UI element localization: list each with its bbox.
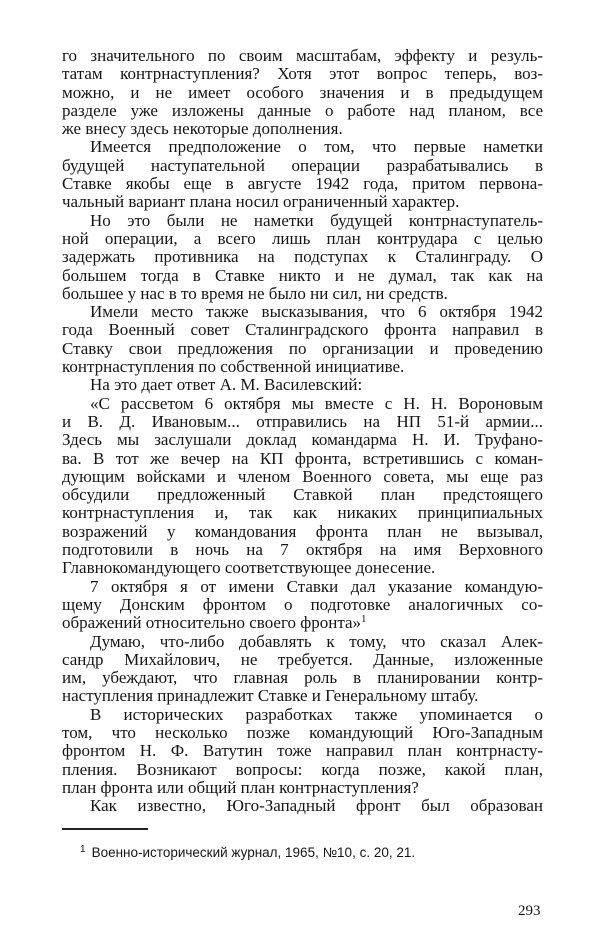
line-text: Главнокомандующего соответствующее донесение. <box>62 558 436 578</box>
text-line <box>62 303 543 321</box>
text-line <box>62 340 543 358</box>
text-line <box>62 65 543 83</box>
line-text: же внесу здесь некоторые дополнения. <box>62 119 343 139</box>
line-text: Как известно, Юго-Западный фронт был образован <box>90 796 543 816</box>
text-line <box>62 321 543 339</box>
text-line <box>62 687 543 705</box>
line-text: им, убеждают, что главная роль в планировании контр- <box>62 668 543 688</box>
line-text: «С рассветом 6 октября мы вместе с Н. Н. Вороновым <box>90 393 543 413</box>
text-line <box>62 559 543 577</box>
line-text: ображений относительно своего фронта» <box>62 613 362 633</box>
line-text: пления. Возникают вопросы: когда позже, какой план, <box>62 759 543 779</box>
text-line <box>62 468 543 486</box>
text-line <box>62 797 543 815</box>
line-text: татам контрнаступления? Хотя этот вопрос теперь, воз- <box>62 64 543 84</box>
text-line <box>62 248 543 266</box>
footnote <box>80 845 415 860</box>
line-text: го значительного по своим масштабам, эффекту и резуль- <box>62 46 543 65</box>
line-text: Здесь мы заслушали доклад командарма Н. И. Труфано- <box>62 430 543 450</box>
text-line <box>62 120 543 138</box>
line-text: Но это были не наметки будущей контрнаступатель- <box>90 210 543 230</box>
text-line <box>62 541 543 559</box>
footnote-divider <box>62 828 148 830</box>
text-line <box>62 285 543 303</box>
text-line <box>62 212 543 230</box>
line-text: чальный вариант плана носил ограниченный характер. <box>62 192 460 212</box>
line-text: Ставке якобы еще в августе 1942 года, притом первона- <box>62 174 543 194</box>
line-text: дующим войсками и членом Военного совета, мы еще раз <box>62 466 543 486</box>
text-line <box>62 267 543 285</box>
line-text: и В. Д. Ивановым... отправились на НП 51-й армии... <box>62 411 543 431</box>
text-line <box>62 84 543 102</box>
line-text: Имеется предположение о том, что первые наметки <box>90 137 543 157</box>
text-line <box>62 596 543 614</box>
text-line <box>62 431 543 449</box>
text-line <box>62 742 543 760</box>
text-line <box>62 47 543 65</box>
line-text: фронтом Н. Ф. Ватутин тоже направил план контрнасту- <box>62 741 543 761</box>
text-line <box>62 706 543 724</box>
line-text: Ставку свои предложения по организации и проведению <box>62 338 543 358</box>
text-line <box>62 504 543 522</box>
text-line <box>62 395 543 413</box>
line-text: том, что несколько позже командующий Юго-Западным <box>62 722 543 742</box>
line-text: подготовили в ночь на 7 октября на имя Верховного <box>62 540 543 560</box>
page-number: 293 <box>518 903 541 919</box>
line-text: разделе уже изложены данные о работе над планом, все <box>62 100 543 120</box>
line-text: Имели место также высказывания, что 6 октября 1942 <box>90 302 543 322</box>
line-text: 7 октября я от имени Ставки дал указание командую- <box>90 576 543 596</box>
text-line <box>62 724 543 742</box>
line-text: На это дает ответ А. М. Василевский: <box>90 375 363 395</box>
footnote-mark: 1 <box>80 844 86 855</box>
line-text: щему Донским фронтом о подготовке аналогичных со- <box>62 594 543 614</box>
line-text: Думаю, что-либо добавлять к тому, что сказал Алек- <box>90 631 543 651</box>
text-line <box>62 633 543 651</box>
text-line <box>62 138 543 156</box>
text-line <box>62 102 543 120</box>
text-line <box>62 157 543 175</box>
text-line <box>62 486 543 504</box>
line-text: большем тогда в Ставке никто и не думал, так как на <box>62 265 543 285</box>
text-line <box>62 450 543 468</box>
footnote-ref: 1 <box>361 613 367 626</box>
text-line <box>62 523 543 541</box>
line-text: В исторических разработках также упоминается о <box>90 704 543 724</box>
text-line <box>62 230 543 248</box>
line-text: ной операции, а всего лишь план контрудара с целью <box>62 228 543 248</box>
text-line <box>62 761 543 779</box>
text-line <box>62 193 543 211</box>
line-text: большее у нас в то время не было ни сил, ни средств. <box>62 283 448 303</box>
line-text: возражений у командования фронта план не вызывал, <box>62 521 543 541</box>
line-text: можно, и не имеет особого значения и в предыдущем <box>62 82 543 102</box>
line-text: наступления принадлежит Ставке и Генеральному штабу. <box>62 686 479 706</box>
footnote-text: Военно-исторический журнал, 1965, №10, с. 20, 21. <box>91 845 416 860</box>
text-line <box>62 651 543 669</box>
text-line <box>62 614 543 632</box>
line-text: контрнаступления и, так как никаких принципиальных <box>62 503 543 523</box>
line-text: ва. В тот же вечер на КП фронта, встретившись с коман- <box>62 448 543 468</box>
text-line <box>62 578 543 596</box>
line-text: сандр Михайлович, не требуется. Данные, изложенные <box>62 649 543 669</box>
text-line <box>62 779 543 797</box>
line-text: задержать противника на подступах к Сталинграду. О <box>62 247 543 267</box>
line-text: обсудили предложенный Ставкой план предстоящего <box>62 485 543 505</box>
line-text: контрнаступления по собственной инициативе. <box>62 357 405 377</box>
text-line <box>62 175 543 193</box>
body-text <box>62 47 543 815</box>
text-line <box>62 669 543 687</box>
text-line <box>62 413 543 431</box>
line-text: будущей наступательной операции разрабатывались в <box>62 155 543 175</box>
line-text: года Военный совет Сталинградского фронта направил в <box>62 320 543 340</box>
text-line <box>62 376 543 394</box>
text-line <box>62 358 543 376</box>
line-text: план фронта или общий план контрнаступления? <box>62 777 419 797</box>
